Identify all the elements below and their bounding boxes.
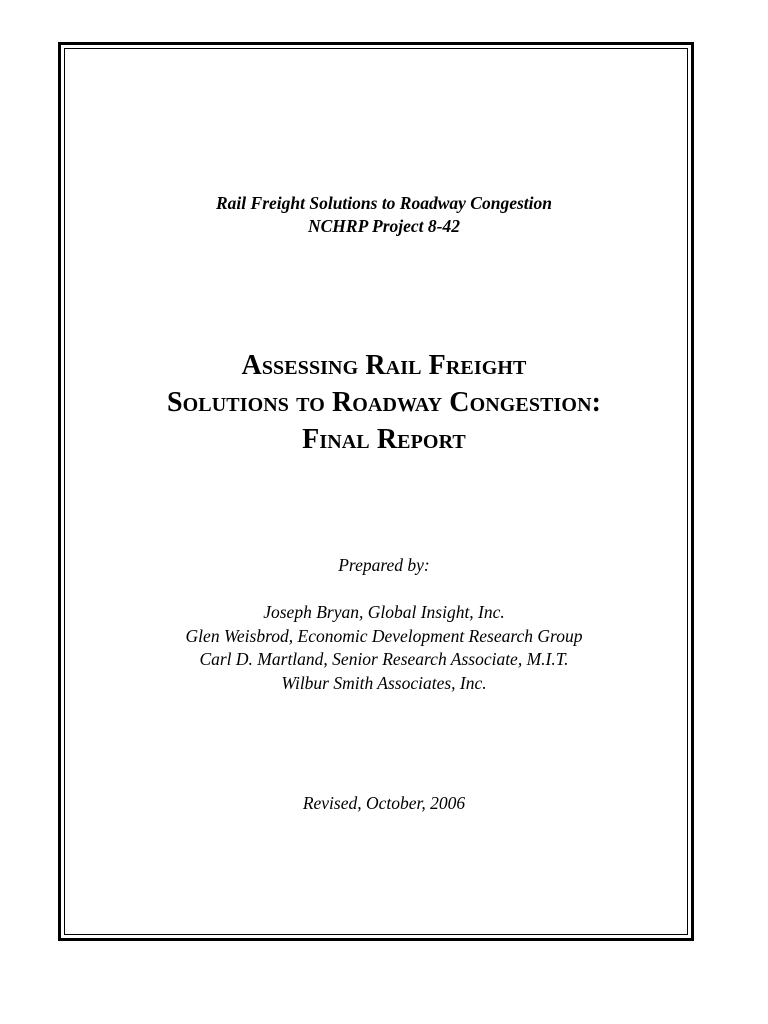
revision-date: Revised, October, 2006 bbox=[302, 793, 466, 813]
author-line: Wilbur Smith Associates, Inc. bbox=[281, 672, 487, 693]
prepared-by-label: Prepared by: bbox=[338, 555, 430, 575]
report-title-line-3: Final Report bbox=[302, 424, 466, 455]
project-title: Rail Freight Solutions to Roadway Congestion bbox=[216, 193, 552, 213]
author-line: Glen Weisbrod, Economic Development Research Group bbox=[185, 625, 583, 646]
project-number: NCHRP Project 8-42 bbox=[308, 216, 460, 236]
project-header bbox=[0, 192, 768, 238]
author-line: Carl D. Martland, Senior Research Associate, M.I.T. bbox=[199, 649, 569, 669]
author-list bbox=[0, 601, 768, 695]
report-title-line-2: Solutions to Roadway Congestion: bbox=[166, 387, 602, 418]
author-line: Joseph Bryan, Global Insight, Inc. bbox=[263, 602, 505, 622]
report-title bbox=[0, 347, 768, 458]
report-title-line-1: Assessing Rail Freight bbox=[241, 350, 527, 381]
